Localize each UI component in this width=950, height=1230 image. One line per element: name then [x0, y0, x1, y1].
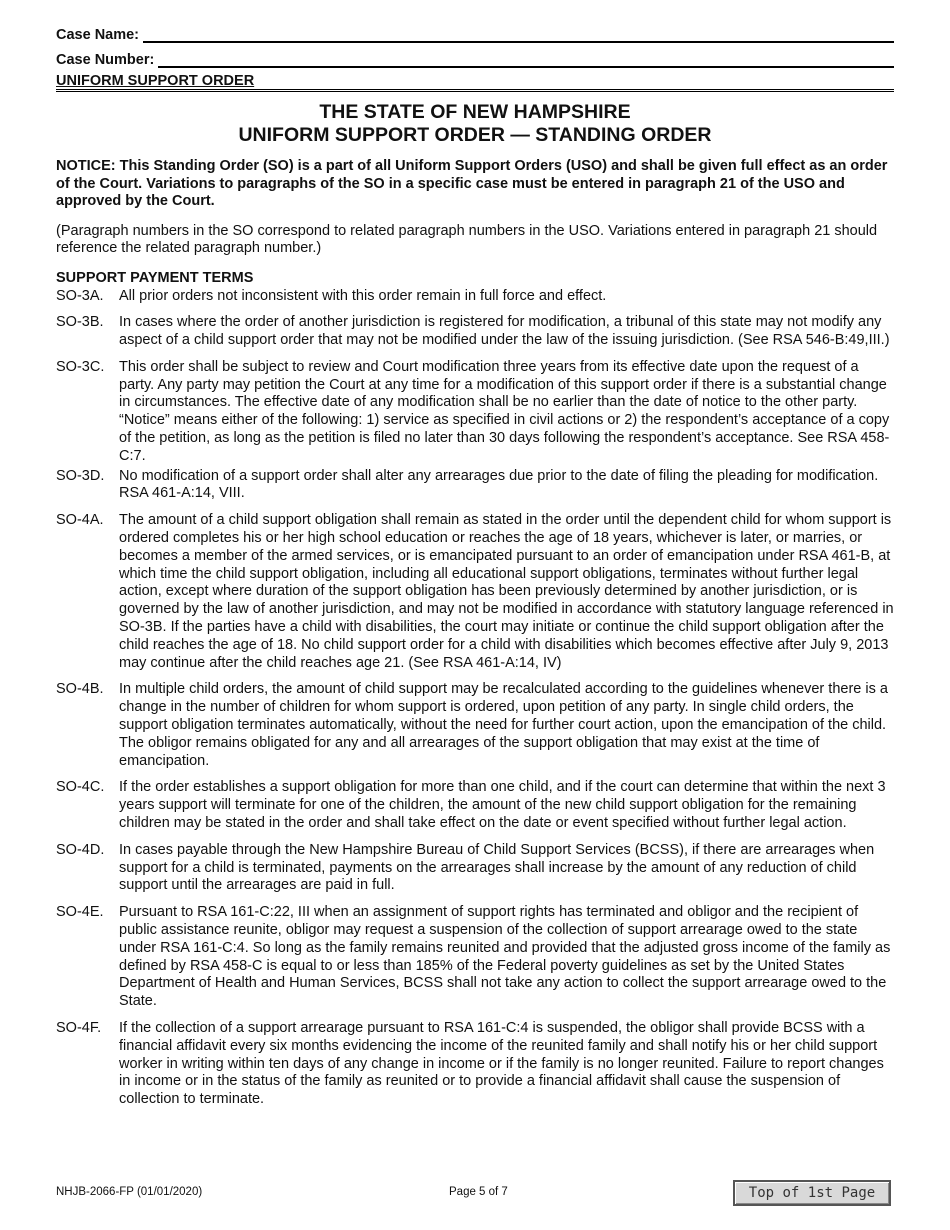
paragraph-so-4c: [56, 779, 894, 832]
paragraph-text: Pursuant to RSA 161-C:22, III when an assignment of support rights has terminated and obligor and the recipient of public assistance reunite, obligor may request a suspension of the collection of support arrearage owed to the state under RSA 161-C:4. So long as the family remains reunited and provided that the adjusted gross income of the family as defined by RSA 458-C is equal to or less than 185% of the Federal poverty guidelines as set by the United States Department of Health and Human Services, BCSS shall not take any action to collect the support arrearage owed to the State.: [119, 904, 891, 1010]
intro-text: (Paragraph numbers in the SO correspond to related paragraph numbers in the USO. Variations entered in paragraph 21 should reference the related paragraph number.): [56, 222, 878, 256]
paragraph-number: SO-3D.: [56, 467, 105, 484]
paragraph-so-4e: [56, 904, 894, 1011]
section-heading: SUPPORT PAYMENT TERMS: [56, 269, 254, 286]
paragraph-so-3b: [56, 314, 894, 350]
top-of-first-page-button[interactable]: Top of 1st Page: [733, 1180, 891, 1206]
paragraph-number: SO-4E.: [56, 904, 104, 921]
paragraph-text: In cases where the order of another jurisdiction is registered for modification, a tribunal of this state may not modify any aspect of a child support order that may not be modified under the law of the issuing jurisdiction. (See RSA 546-B:49,III.): [119, 314, 890, 349]
paragraph-so-3d: [56, 468, 894, 504]
paragraph-so-4d: [56, 842, 894, 895]
case-number-field[interactable]: [158, 52, 894, 68]
paragraph-number: SO-4A.: [56, 512, 104, 529]
paragraph-number: SO-4C.: [56, 779, 105, 796]
paragraph-text: In multiple child orders, the amount of child support may be recalculated according to the guidelines whenever there is a change in the number of children for whom support is ordered, upon petition of any party. In single child orders, the support obligation terminates automatically, without the need for further court action, upon the emancipation of the child. The obligor remains obligated for any and all arrearages of the support obligation that may exist at the time of emancipation.: [119, 681, 888, 769]
case-number-label: Case Number:: [56, 52, 155, 68]
paragraph-so-4f: [56, 1020, 894, 1109]
uso-heading-bar: [56, 73, 894, 92]
uso-label: UNIFORM SUPPORT ORDER: [56, 73, 255, 89]
paragraph-text: This order shall be subject to review and Court modification three years from its effective date upon the request of a party. Any party may petition the Court at any time for a modification of this support order if there is a substantial change in circumstances. The effective date of any modification shall be no earlier than the date of notice to the other party. “Notice” means either of the following: 1) service as specified in civil actions or 2) the respondent’s acceptance of a copy of the petition, as long as the petition is filed no later than 30 days following the respondent’s acceptance. See RSA 458-C:7.: [119, 358, 890, 464]
title-line-1: THE STATE OF NEW HAMPSHIRE: [319, 101, 631, 123]
paragraph-list: [56, 288, 894, 1109]
paragraph-number: SO-4F.: [56, 1019, 102, 1036]
paragraph-so-4b: [56, 681, 894, 770]
paragraph-so-4a: [56, 512, 894, 672]
paragraph-text: If the collection of a support arrearage pursuant to RSA 161-C:4 is suspended, the obligor shall provide BCSS with a financial affidavit every six months evidencing the income of the reunited family and shall notify his or her child support worker in writing within ten days of any change in income or if the family is no longer reunited. Failure to report changes in income or in the status of the family as reunited or to provide a financial affidavit shall cause the suspension of collection to terminate.: [119, 1019, 884, 1108]
case-name-label: Case Name:: [56, 27, 140, 43]
paragraph-number: SO-3C.: [56, 358, 105, 375]
case-name-line: [56, 27, 894, 43]
paragraph-number: SO-3B.: [56, 314, 104, 331]
document-page: [56, 0, 894, 1109]
case-number-line: [56, 52, 894, 68]
form-id: NHJB-2066-FP (01/01/2020): [56, 1186, 203, 1198]
paragraph-number: SO-3A.: [56, 287, 104, 304]
paragraph-text: The amount of a child support obligation shall remain as stated in the order until the dependent child for whom support is ordered completes his or her high school education or reaches the age of 18 years, whichever is later, or marries, or becomes a member of the armed services, or is emancipated pursuant to an order of emancipation under RSA 461-B, at which time the child support obligation, including all educational support obligations, terminates without further legal action, except where duration of the support obligation has been previously determined by another jurisdiction, or is governed by the law of another jurisdiction, and may not be modified in accordance with statutory language referenced in SO-3B. If the parties have a child with disabilities, the court may initiate or continue the child support obligation after the child reaches the age of 18. No child support order for a child with disabilities which becomes effective after July 9, 2013 may continue after the child reaches age 21. (See RSA 461-A:14, IV): [119, 512, 894, 671]
paragraph-so-3c: [56, 359, 894, 466]
paragraph-so-3a: [56, 288, 894, 306]
case-name-field[interactable]: [143, 27, 894, 43]
title-line-2: UNIFORM SUPPORT ORDER — STANDING ORDER: [238, 124, 712, 146]
document-title: [56, 101, 894, 147]
paragraph-number: SO-4B.: [56, 681, 104, 698]
paragraph-number: SO-4D.: [56, 841, 105, 858]
paragraph-text: If the order establishes a support obligation for more than one child, and if the court can determine that within the next 3 years support will terminate for one of the children, the amount of the new child support obligation for the remaining children may be stated in the order and shall take effect on the date or event specified without further legal action.: [119, 779, 886, 832]
paragraph-text: All prior orders not inconsistent with this order remain in full force and effect.: [119, 287, 607, 304]
page-number: Page 5 of 7: [449, 1186, 508, 1198]
paragraph-text: In cases payable through the New Hampshire Bureau of Child Support Services (BCSS), if there are arrearages when support for a child is terminated, payments on the arrearages shall increase by the amount of any reduction of child support until the arrearages are paid in full.: [119, 841, 875, 894]
paragraph-text: No modification of a support order shall alter any arrearages due prior to the date of filing the pleading for modification. RSA 461-A:14, VIII.: [119, 467, 879, 502]
notice-text: NOTICE: This Standing Order (SO) is a part of all Uniform Support Orders (USO) and shall be given full effect as an order of the Court. Variations to paragraphs of the SO in a specific case must be entered in paragraph 21 of the USO and approved by the Court.: [56, 158, 888, 209]
